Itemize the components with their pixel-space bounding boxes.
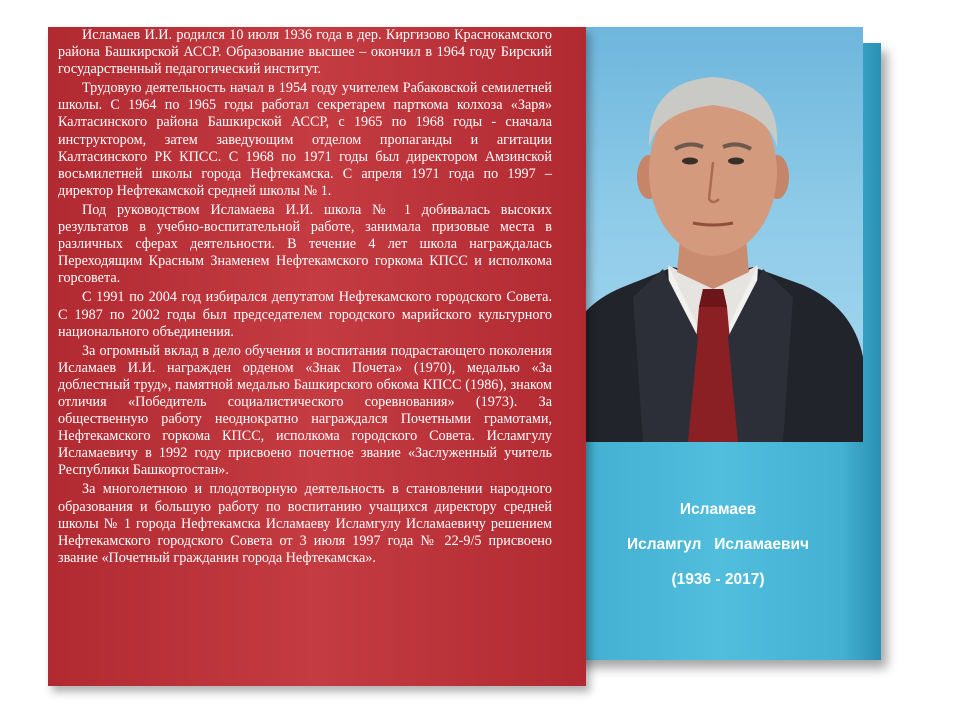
bio-paragraph: С 1991 по 2004 год избирался депутатом Нефтекамского городского Совета. С 1987 по 2002 годы был председателем городского марийского культурного национального объединения. — [58, 289, 552, 340]
biography-text — [58, 27, 552, 567]
caption-name: Исламгул Исламаевич — [626, 536, 810, 553]
bio-paragraph: За огромный вклад в дело обучения и воспитания подрастающего поколения Исламаев И.И. награжден орденом «Знак Почета» (1970), медалью «За доблестный труд», памятной медалью Башкирского обкома КПСС (1986), знаком отличия «Победитель социалистического соревнования» (1973). За общественную работу неоднократно награждался Почетными грамотами, Нефтекамского горкома КПСС, исполкома городского Совета. Исламгулу Исламаевичу в 1992 году присвоено почетное звание «Заслуженный учитель Республики Башкортостан». — [58, 342, 552, 479]
portrait-caption — [555, 500, 881, 605]
bio-paragraph: Трудовую деятельность начал в 1954 году учителем Рабаковской семилетней школы. С 1964 по 1965 годы работал секретарем парткома колхоза «Заря» Калтасинского района Башкирской АССР, с 1965 по 1968 годы - сначала инструктором, затем заведующим отделом пропаганды и агитации Калтасинского РК КПСС. С 1968 по 1971 годы был директором Амзинской восьмилетней школы города Нефтекамска. С апреля 1971 года по 1997 – директор Нефтекамской средней школы № 1. — [58, 80, 552, 199]
bio-paragraph: Исламаев И.И. родился 10 июля 1936 года в дер. Киргизово Краснокамского района Башкирской АССР. Образование высшее – окончил в 1964 году Бирский государственный педагогический институт. — [58, 27, 552, 78]
bio-paragraph: За многолетнюю и плодотворную деятельность в становлении народного образования и большую работу по воспитанию учащихся директору средней школы № 1 города Нефтекамска Исламаеву Исламгулу Исламаевичу решением Нефтекамского городского Совета от 3 июля 1997 года № 22-9/5 присвоено звание «Почетный гражданин города Нефтекамска». — [58, 481, 552, 566]
bio-paragraph: Под руководством Исламаева И.И. школа № 1 добивалась высоких результатов в учебно-воспитательной работе, занимала призовые места в различных сферах деятельности. В течение 4 лет школа награждалась Переходящим Красным Знаменем Нефтекамского горкома КПСС и исполкома горсовета. — [58, 201, 552, 287]
caption-years: (1936 - 2017) — [671, 571, 765, 588]
portrait-photo — [563, 27, 863, 442]
caption-surname: Исламаев — [679, 501, 757, 518]
biography-panel — [48, 27, 586, 686]
